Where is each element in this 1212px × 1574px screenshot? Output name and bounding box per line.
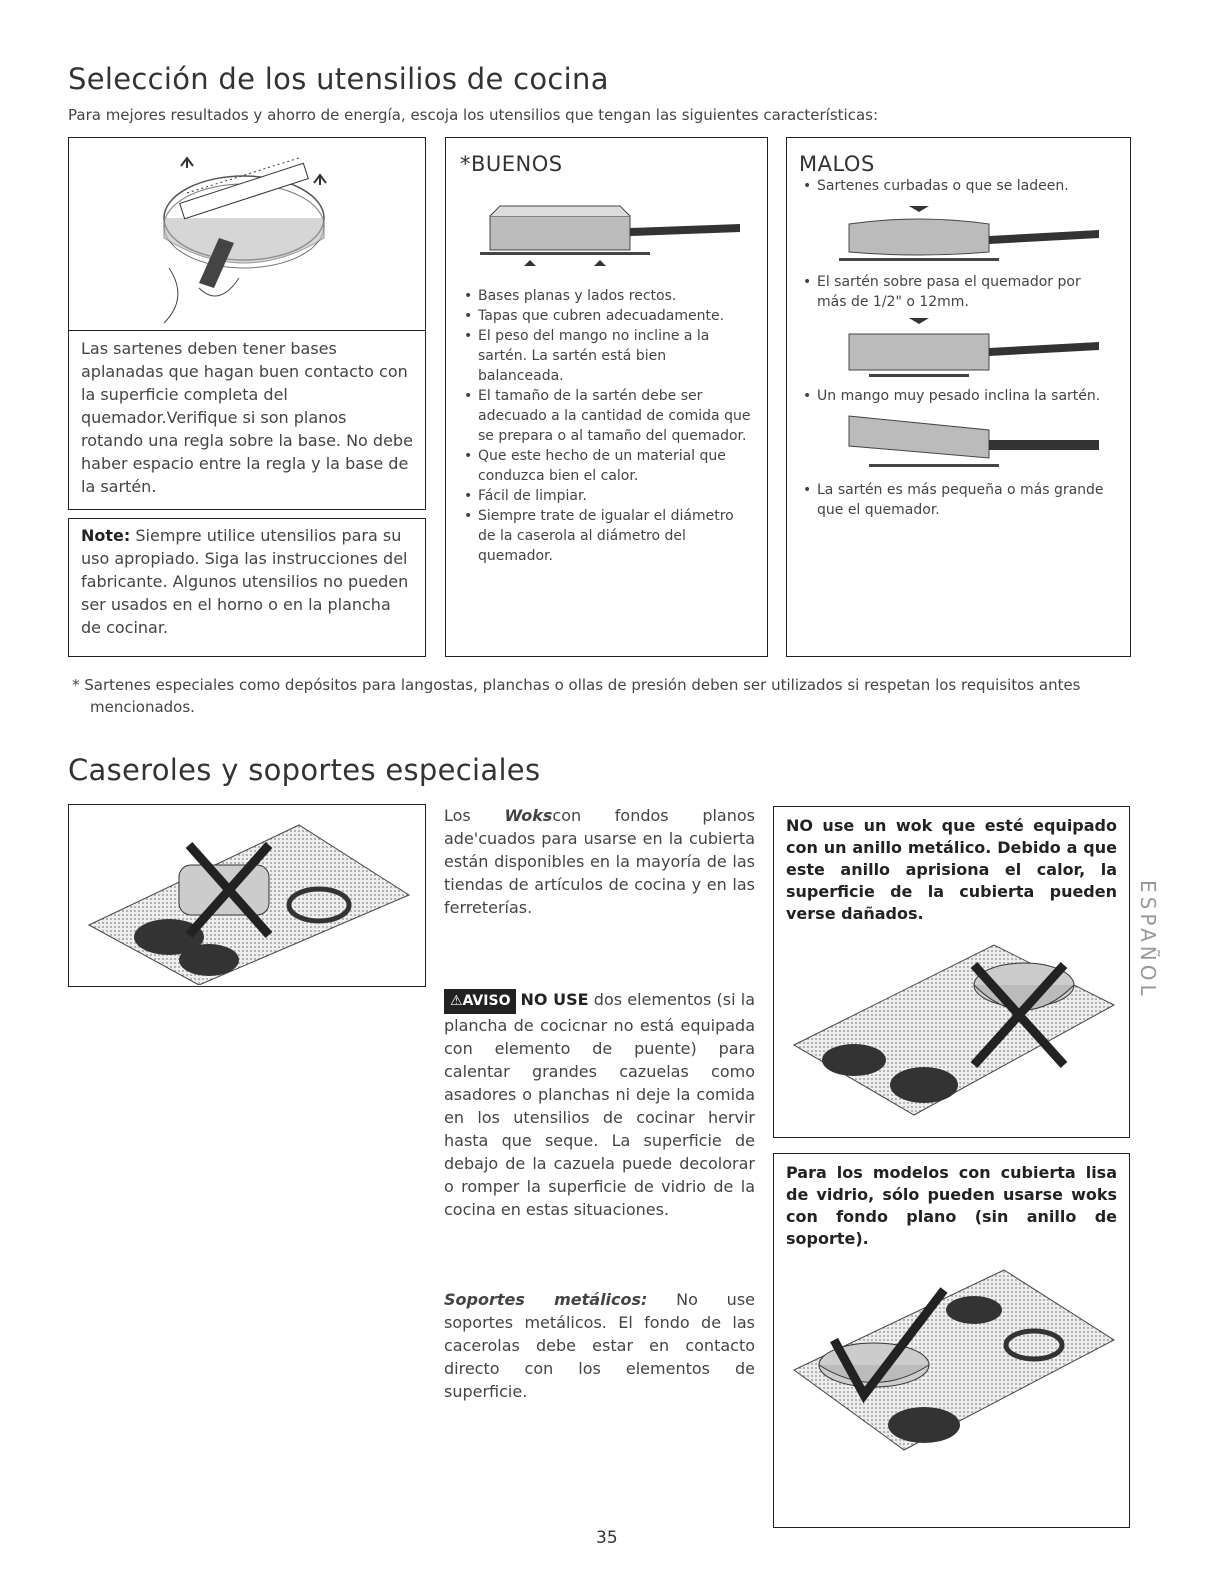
list-item: • Sartenes curbadas o que se ladeen. xyxy=(799,176,1114,196)
aviso-bold: NO USE xyxy=(520,990,589,1009)
note-text: Siempre utilice utensilios para su uso apropiado. Siga las instrucciones del fabricante. Algunos utensilios no pueden ser usados en el horno o en la plancha de cocinar. xyxy=(81,526,409,637)
list-item: • El sartén sobre pasa el quemador por más de 1/2" o 12mm. xyxy=(799,272,1114,312)
malos-heading: MALOS xyxy=(799,152,875,176)
good-pan-illustration xyxy=(460,176,750,266)
list-item: • Que este hecho de un material que conduzca bien el calor. xyxy=(460,446,751,486)
two-burner-griddle-illustration xyxy=(69,805,424,985)
section-intro: Para mejores resultados y ahorro de energía, escoja los utensilios que tengan las siguientes características: xyxy=(68,106,879,124)
wok-ring-box xyxy=(773,806,1130,1138)
wok-ring-illustration xyxy=(774,925,1128,1138)
soportes-paragraph: Soportes metálicos: No use soportes metálicos. El fondo de las cacerolas debe estar en contacto directo con los elementos de superficie. xyxy=(444,1290,755,1401)
glass-top-box xyxy=(773,1153,1130,1528)
glass-top-note: Para los modelos con cubierta lisa de vidrio, sólo pueden usarse woks con fondo plano (sin anillo de soporte). xyxy=(786,1163,1117,1248)
malos-list xyxy=(799,176,1114,196)
list-item: • El peso del mango no incline a la sartén. La sartén está bien balanceada. xyxy=(460,326,751,386)
section-title-caseroles: Caseroles y soportes especiales xyxy=(68,753,541,787)
list-item: • Fácil de limpiar. xyxy=(460,486,751,506)
list-item: • La sartén es más pequeña o más grande que el quemador. xyxy=(799,480,1114,520)
list-item: • Siempre trate de igualar el diámetro de la caserola al diámetro del quemador. xyxy=(460,506,751,566)
oversized-pan-illustration xyxy=(799,312,1109,384)
flat-wok-illustration xyxy=(774,1250,1128,1500)
flat-base-box xyxy=(68,137,426,510)
two-burner-box xyxy=(68,804,426,987)
list-item: • Un mango muy pesado inclina la sartén. xyxy=(799,386,1114,406)
list-item: • Bases planas y lados rectos. xyxy=(460,286,751,306)
warped-pan-illustration xyxy=(799,196,1109,266)
language-tab: ESPAÑOL xyxy=(1136,880,1160,1000)
section-title-utensilios: Selección de los utensilios de cocina xyxy=(68,62,609,96)
woks-term: Woks xyxy=(504,806,553,825)
note-label: Note: xyxy=(81,526,131,545)
flat-base-text: Las sartenes deben tener bases aplanadas que hagan buen contacto con la superficie completa del quemador.Verifique si son planos rotando una regla sobre la base. No debe haber espacio entre la regla y la base de la sartén. xyxy=(69,330,425,504)
tilted-pan-illustration xyxy=(799,406,1109,476)
footnote: * Sartenes especiales como depósitos para langostas, planchas o ollas de presión deben ser utilizados si respetan los requisitos antes mencionados. xyxy=(72,676,1081,716)
ruler-on-pan-illustration xyxy=(69,138,424,330)
buenos-list xyxy=(460,286,751,566)
warning-badge: ⚠AVISO xyxy=(444,989,516,1014)
buenos-heading: *BUENOS xyxy=(460,152,563,176)
aviso-paragraph: ⚠AVISO NO USE dos elementos (si la plancha de cocicnar no está equipada con elemento de puente) para calentar grandes cazuelas como asadores o planchas ni deje la comida en los utensilios de cocinar hervir hasta que seque. La superficie de debajo de la cazuela puede decolorar o romper la superficie de vidrio de la cocina en estas situaciones. xyxy=(444,990,756,1219)
list-item: • Tapas que cubren adecuadamente. xyxy=(460,306,751,326)
woks-paragraph: Los Wokscon fondos planos ade'cuados para usarse en la cubierta están disponibles en la mayoría de las tiendas de artículos de cocina y en las ferreterías. xyxy=(444,806,756,917)
note-box xyxy=(68,518,426,657)
malos-box xyxy=(786,137,1131,657)
list-item: • El tamaño de la sartén debe ser adecuado a la cantidad de comida que se prepara o al tamaño del quemador. xyxy=(460,386,751,446)
buenos-box xyxy=(445,137,768,657)
wok-ring-warning: NO use un wok que esté equipado con un anillo metálico. Debido a que este anillo aprisiona el calor, la superficie de la cubierta pueden verse dañados. xyxy=(786,816,1117,923)
page-number: 35 xyxy=(596,1528,618,1548)
soportes-term: Soportes metálicos: xyxy=(444,1290,648,1309)
